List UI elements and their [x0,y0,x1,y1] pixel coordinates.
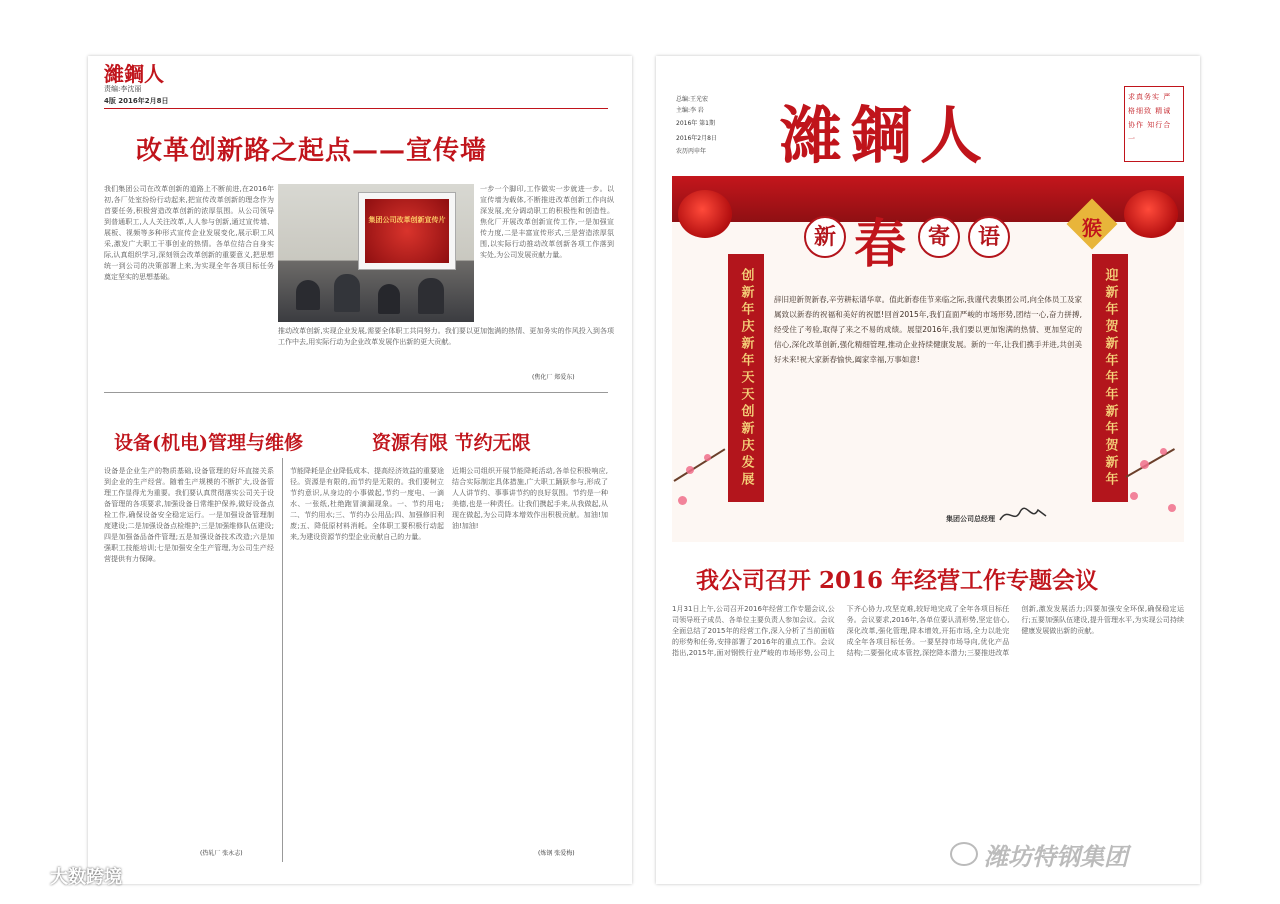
spring-char: 新 [804,216,846,258]
audience-person [378,284,400,314]
headline-equipment: 设备(机电)管理与维修 [114,432,303,454]
monkey-char: 猴 [1082,216,1102,240]
page-line: 4版 2016年2月8日 [104,97,169,105]
audience-person [334,274,360,312]
projector-screen [358,192,456,270]
plum-blossom-icon [1140,460,1149,469]
header-rule [104,108,608,109]
greeting-text: 辞旧迎新贺新春,辛劳耕耘谱华章。值此新春佳节来临之际,我谨代表集团公司,向全体员工及家属致以新春的祝福和美好的祝愿!回首2015年,我们直面严峻的市场形势,团结一心,奋力拼搏,经受住了考验,取得了来之不易的成绩。展望2016年,我们要以更加饱满的热情、更加坚定的信心,深化改革创新,强化精细管理,推动企业持续健康发展。新的一年,让我们携手并进,共创美好未来!祝大家新春愉快,阖家幸福,万事如意! [774,295,1082,364]
plum-blossom-icon [686,466,694,474]
plum-blossom-icon [1168,504,1176,512]
article3-byline: (炼钢 张爱梅) [538,850,575,857]
meeting-article-body: 1月31日上午,公司召开2016年经营工作专题会议,公司领导班子成员、各单位主要负责人参加会议。会议全面总结了2015年的经营工作,深入分析了当前面临的形势和任务,安排部署了2016年的重点工作。会议指出,2015年,面对钢铁行业严峻的市场形势,公司上下齐心协力,攻坚克难,较好地完成了全年各项目标任务。会议要求,2016年,各单位要认清形势,坚定信心,深化改革,强化管理,降本增效,开拓市场,全力以赴完成全年各项目标任务。一要坚持市场导向,优化产品结构;二要强化成本管控,深挖降本潜力;三要推进改革创新,激发发展活力;四要加强安全环保,确保稳定运行;五要加强队伍建设,提升管理水平,为实现公司持续健康发展做出新的贡献。 [672,605,1184,657]
issue-lunar: 农历丙申年 [676,148,707,155]
signature-label: 集团公司总经理 [946,515,995,523]
plum-blossom-icon [1130,492,1138,500]
audience-person [296,280,320,310]
issue-editor: 总编:王光宏 [676,96,709,103]
right-newspaper-page [656,56,1200,884]
editor-line: 责编:李沈丽 [104,85,142,93]
masthead: 濰鋼人 [780,99,991,172]
article1-bottom: 推动改革创新,实现企业发展,需要全体职工共同努力。我们要以更加饱满的热情、更加务实的作风投入到各项工作中去,用实际行动为企业改革发展作出新的更大贡献。 [278,327,614,346]
article2-body: 设备是企业生产的物质基础,设备管理的好坏直接关系到企业的生产经营。随着生产规模的不断扩大,设备管理工作显得尤为重要。我们要认真贯彻落实公司关于设备管理的各项要求,加强设备日常维护保养,做好设备点检工作,确保设备安全稳定运行。一是加强设备管理制度建设;二是加强设备点检维护;三是加强维修队伍建设;四是加强备品备件管理;五是加强设备技术改造;六是加强职工技能培训;七是加强安全生产管理,为公司生产经营提供有力保障。 [104,467,274,563]
wechat-icon [950,842,978,866]
left-couplet: 创新年庆新年天天创新庆发展 [728,254,764,502]
issue-chief: 主编:李 岩 [676,107,704,114]
plum-blossom-icon [1160,448,1167,455]
watermark [950,836,1182,872]
left-newspaper-page [88,56,632,884]
spring-char: 寄 [918,216,960,258]
headline-propaganda-wall: 改革创新路之起点——宣传墙 [136,136,488,166]
signature-icon [996,502,1052,528]
article1-byline: (焦化厂 郑爱东) [532,374,575,381]
article1-right-column: 一步一个脚印,工作做实一步就进一步。以宣传墙为载体,不断推进改革创新工作向纵深发展,充分调动职工的积极性和创造性。焦化厂开展改革创新宣传工作,一是加强宣传力度,二是丰富宣传形式,三是营造浓厚氛围,以实际行动推动改革创新各项工作落到实处,为公司发展贡献力量。 [480,185,614,259]
screen-title: 集团公司改革创新宣传片 [365,199,449,263]
section-rule [104,392,608,393]
meeting-headline: 我公司召开 2016 年经营工作专题会议 [696,567,1099,594]
lantern-icon [678,190,732,238]
article3-body: 节能降耗是企业降低成本、提高经济效益的重要途径。资源是有限的,而节约是无限的。我们要树立节约意识,从身边的小事做起,节约一度电、一滴水、一张纸,杜绝跑冒滴漏现象。一、节约用电;二、节约用水;三、节约办公用品;四、加强修旧利废;五、降低原材料消耗。全体职工要积极行动起来,为建设资源节约型企业贡献自己的力量。 [290,467,444,541]
spring-char-large: 春 [854,214,907,275]
headline-resources: 资源有限 节约无限 [372,432,531,454]
corner-logo [8,862,122,890]
article2-byline: (热轧厂 张永志) [200,850,243,857]
audience-person [418,278,444,314]
issue-date: 2016年2月8日 [676,135,717,142]
issue-number: 2016年 第1期 [676,120,715,127]
corner-logo-text: 大数跨境 [50,867,122,888]
meeting-photo [278,184,474,322]
article3-right-column: 近期公司组织开展节能降耗活动,各单位积极响应,结合实际制定具体措施,广大职工踊跃参与,形成了人人讲节约、事事讲节约的良好氛围。节约是一种美德,也是一种责任。让我们携起手来,从我做起,从现在做起,为公司降本增效作出积极贡献。加油!加油!加油! [452,467,608,530]
spring-char: 语 [968,216,1010,258]
right-couplet: 迎新年贺新年年年新年贺新年 [1092,254,1128,502]
masthead: 濰鋼人 [104,62,164,86]
lantern-icon [1124,190,1178,238]
motto: 求真务实 严格细致 精诚协作 知行合一 [1128,93,1172,143]
logo-icon [8,862,48,890]
article1-body: 我们集团公司在改革创新的道路上不断前进,在2016年初,各厂处室纷纷行动起来,把宣传改革创新的理念作为首要任务,积极营造改革创新的浓厚氛围。从公司领导到普通职工,人人关注改革,人人参与创新,通过宣传墙、展板、视频等多种形式宣传企业发展变化,展示职工风采,激发广大职工干事创业的热情。各单位结合自身实际,认真组织学习,深刻领会改革创新的重要意义,把思想统一到公司的决策部署上来,为实现全年各项目标任务奠定坚实的思想基础。 [104,185,274,281]
issue-info [676,94,746,157]
watermark-text: 潍坊特钢集团 [984,842,1128,871]
plum-blossom-icon [678,496,687,505]
column-divider [282,458,283,862]
plum-blossom-icon [704,454,711,461]
